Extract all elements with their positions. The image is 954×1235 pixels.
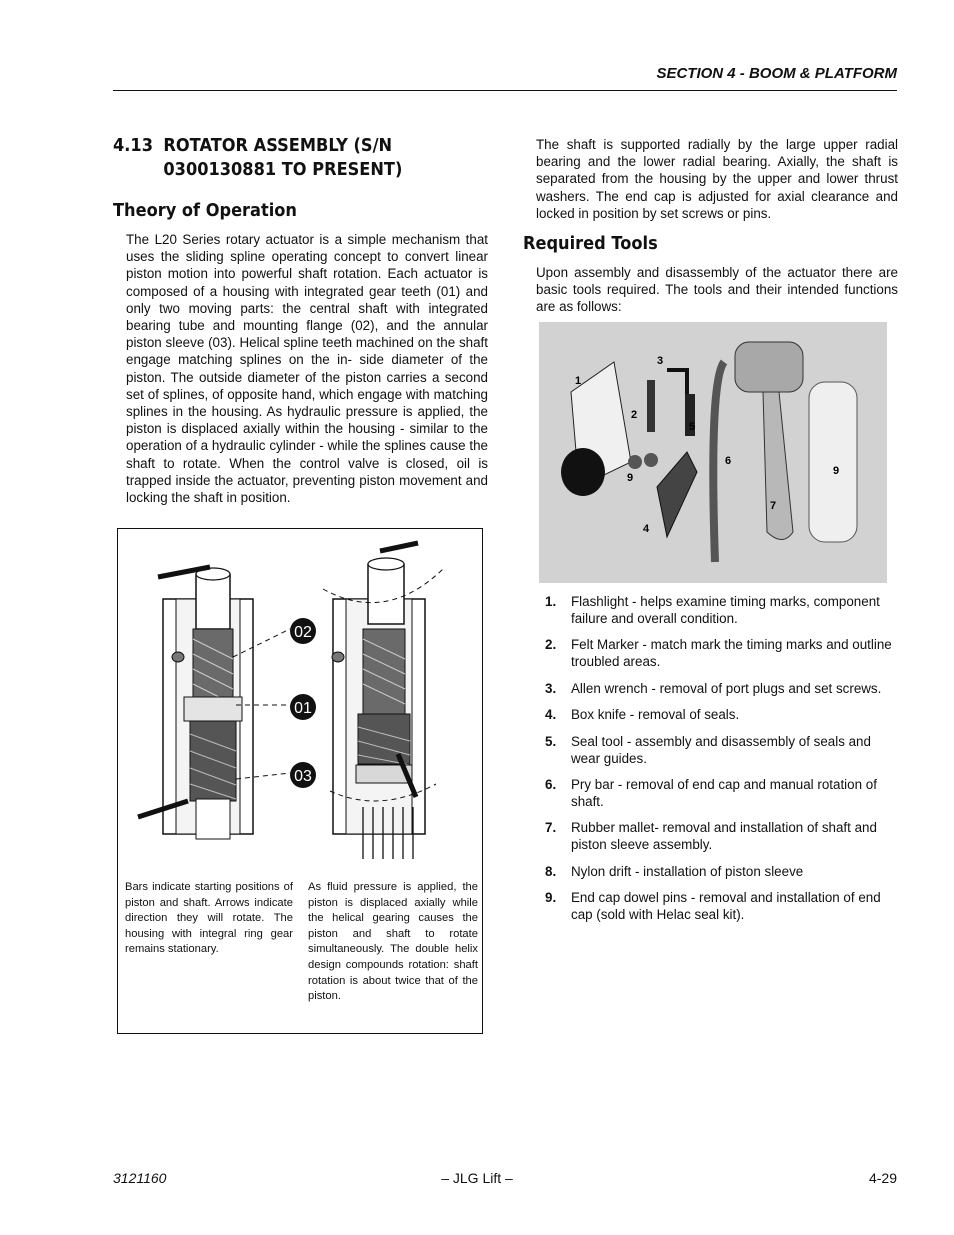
list-item: 4. Box knife - removal of seals. <box>545 707 740 723</box>
photo-label-7: 7 <box>770 500 777 512</box>
nylon-drift-image <box>809 382 857 542</box>
photo-label-4: 4 <box>643 523 650 535</box>
section-number: 4.13 <box>113 135 153 156</box>
actuator-diagram <box>118 529 482 874</box>
list-item: 7. Rubber mallet- removal and installation of shaft and piston sleeve assembly. <box>545 820 877 853</box>
footer-publisher: – JLG Lift – <box>441 1170 513 1186</box>
list-item: 5. Seal tool - assembly and disassembly of seals and wear guides. <box>545 733 871 766</box>
list-item: 6. Pry bar - removal of end cap and manual rotation of shaft. <box>545 776 877 809</box>
photo-label-2: 2 <box>631 409 638 421</box>
callout-03: 03 <box>294 768 312 785</box>
list-item: 8. Nylon drift - installation of piston sleeve <box>545 863 804 879</box>
tools-photo <box>539 322 887 583</box>
required-tools-heading: Required Tools <box>523 233 658 254</box>
list-item: 3. Allen wrench - removal of port plugs and set screws. <box>545 680 882 696</box>
required-tools-intro: Upon assembly and disassembly of the actuator there are basic tools required. The tools and their intended functions are as follows: <box>536 265 898 315</box>
header-rule <box>113 90 897 91</box>
photo-label-1: 1 <box>575 375 582 387</box>
footer-doc-number: 3121160 <box>113 1170 167 1186</box>
list-item: 9. End cap dowel pins - removal and installation of end cap (sold with Helac seal kit). <box>545 890 881 923</box>
section-header: SECTION 4 - BOOM & PLATFORM <box>656 65 897 82</box>
photo-label-6: 6 <box>725 455 732 467</box>
list-item: 2. Felt Marker - match mark the timing marks and outline troubled areas. <box>545 637 892 670</box>
actuator-start-drawing <box>138 567 253 839</box>
list-item: 1. Flashlight - helps examine timing marks, component failure and overall condition. <box>545 594 880 626</box>
felt-marker-image <box>647 380 655 432</box>
photo-label-9b: 9 <box>833 465 840 477</box>
footer-page-number: 4-29 <box>868 1170 897 1186</box>
actuator-rotated-drawing <box>323 543 443 859</box>
tools-photo-drawing <box>539 322 887 583</box>
tools-list <box>545 593 898 933</box>
section-title-line2: 0300130881 TO PRESENT) <box>163 159 403 180</box>
theory-heading: Theory of Operation <box>113 200 297 221</box>
rotator-figure <box>117 528 483 1034</box>
section-title-line1: ROTATOR ASSEMBLY (S/N <box>163 135 393 156</box>
theory-text: The L20 Series rotary actuator is a simple mechanism that uses the sliding spline operating concept to convert linear piston motion into powerful shaft rotation. Each actuator is composed of a housing with integrated gear teeth (01) and only two moving parts: the central shaft with integrated bearing tube and mounting flange (02), and the annular piston sleeve (03). Helical spline teeth machined on the shaft engage matching splines on the in- side diameter of the piston. The outside diameter of the piston carries a second set of splines, of opposite hand, which engage with matching splines in the housing. As hydraulic pressure is applied, the piston is displaced axially within the housing - similar to the operation of a hydraulic cylinder - while the splines cause the shaft to rotate. When the control valve is closed, oil is trapped inside the actuator, preventing piston movement and locking the shaft in position. <box>126 232 488 506</box>
figure-caption-left: Bars indicate starting positions of piston and shaft. Arrows indicate direction they will rotate. The housing with integral ring gear remains stationary. <box>125 881 293 956</box>
shaft-support-text: The shaft is supported radially by the large upper radial bearing and the lower radial bearing. Axially, the shaft is separated from the housing by the upper and lower thrust washers. The end cap is adjusted for axial clearance and locked in position by set screws or pins. <box>536 137 898 221</box>
photo-label-5: 5 <box>689 421 696 433</box>
photo-label-3: 3 <box>657 355 664 367</box>
section-heading <box>113 134 464 182</box>
callout-01: 01 <box>294 700 312 717</box>
callout-02: 02 <box>294 624 312 641</box>
photo-label-9a: 9 <box>627 472 634 484</box>
figure-caption-right: As fluid pressure is applied, the piston is displaced axially while the helical gearing causes the piston and shaft to rotate simultaneously. The double helix design compounds rotation: shaft rotation is about twice that of the piston. <box>308 881 478 1003</box>
